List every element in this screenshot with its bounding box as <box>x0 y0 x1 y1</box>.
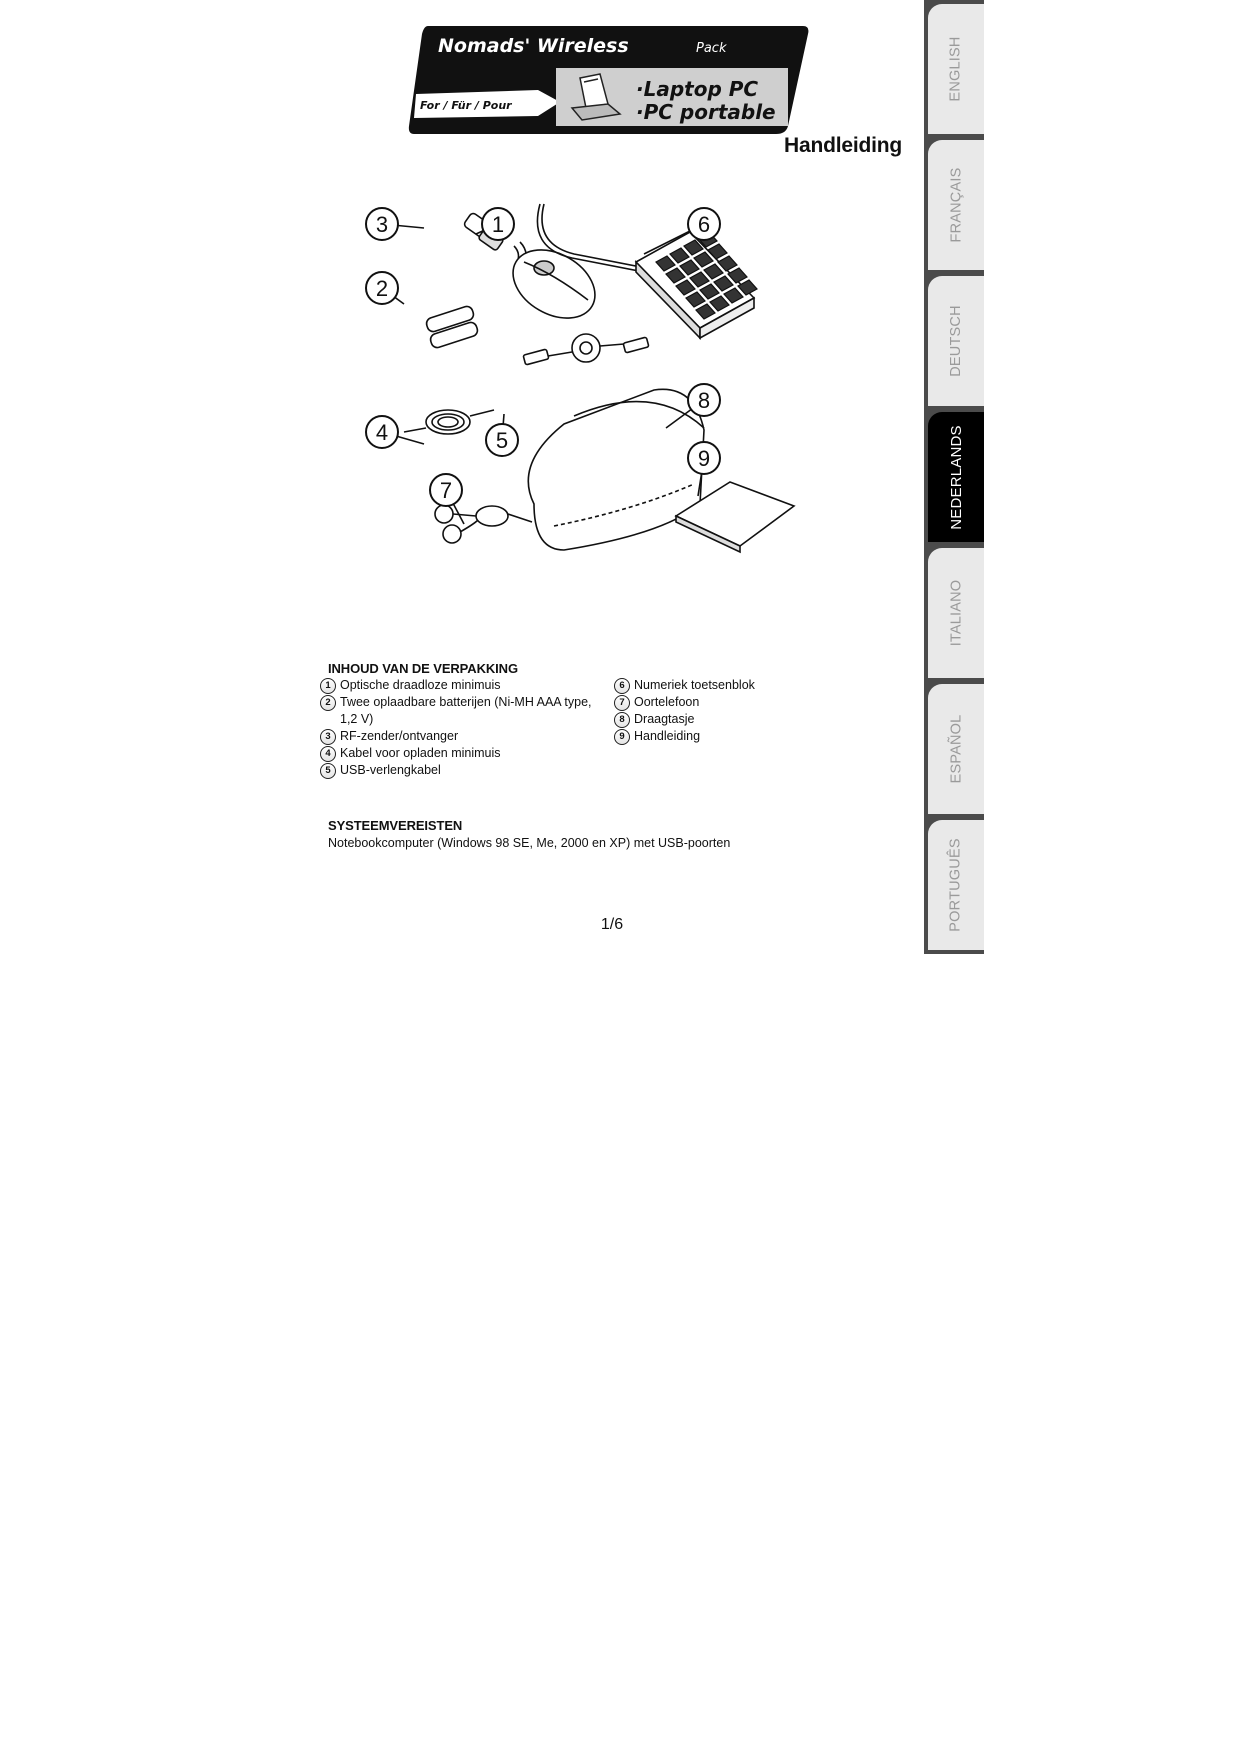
language-tab-deutsch[interactable] <box>928 276 984 406</box>
item-text: USB-verlengkabel <box>340 763 441 777</box>
banner-line-2: ·PC portable <box>636 100 776 124</box>
language-tab-english[interactable] <box>928 4 984 134</box>
contents-list-right <box>614 677 755 745</box>
language-tab-label: ITALIANO <box>948 579 965 647</box>
item-text: Kabel voor opladen minimuis <box>340 746 501 760</box>
callout-number: 6 <box>697 212 711 237</box>
list-item <box>614 677 755 694</box>
item-number-badge: 7 <box>614 695 630 711</box>
callout-number: 3 <box>375 212 389 237</box>
charging-cable-drawing <box>404 410 494 434</box>
contents-list-left <box>320 677 592 779</box>
item-text: Draagtasje <box>634 712 695 726</box>
page-heading: Handleiding <box>784 134 902 157</box>
system-requirements-text: Notebookcomputer (Windows 98 SE, Me, 2000 en XP) met USB-poorten <box>328 836 731 850</box>
item-number-badge: 6 <box>614 678 630 694</box>
product-banner <box>408 26 810 134</box>
language-tab-label: ENGLISH <box>948 36 964 102</box>
item-text: Oortelefoon <box>634 695 700 709</box>
callout-2 <box>366 272 404 304</box>
callout-number: 2 <box>375 276 389 301</box>
page-number: 1/6 <box>600 916 624 933</box>
list-item <box>320 677 592 694</box>
language-tab-nederlands[interactable] <box>928 412 984 542</box>
language-tab-label: NEDERLANDS <box>947 424 965 530</box>
callout-number: 9 <box>697 446 711 471</box>
contents-title: INHOUD VAN DE VERPAKKING <box>328 661 518 676</box>
item-text: RF-zender/ontvanger <box>340 729 459 743</box>
earphones-drawing <box>435 505 532 543</box>
language-tab-português[interactable] <box>928 820 984 950</box>
item-number-badge: 9 <box>614 729 630 745</box>
language-tab-italiano[interactable] <box>928 548 984 678</box>
callout-number: 8 <box>697 388 711 413</box>
list-item <box>320 728 592 745</box>
language-tab-label: FRANÇAIS <box>948 167 965 243</box>
banner-product-text: Nomads' Wireless <box>438 35 629 57</box>
list-item <box>320 745 592 762</box>
callout-5 <box>486 414 518 456</box>
callout-number: 4 <box>375 420 389 445</box>
banner-for-label: For / Für / Pour <box>420 99 512 112</box>
carrying-pouch-drawing <box>528 389 704 550</box>
item-number-badge: 8 <box>614 712 630 728</box>
item-text: Handleiding <box>634 729 701 743</box>
callout-number: 7 <box>439 478 453 503</box>
list-item <box>614 728 755 745</box>
language-tab-label: DEUTSCH <box>948 305 964 377</box>
item-number-badge: 1 <box>320 678 336 694</box>
list-item <box>320 762 592 779</box>
item-text: Optische draadloze minimuis <box>340 678 501 692</box>
item-number-badge: 5 <box>320 763 336 779</box>
item-text: Numeriek toetsenblok <box>634 678 755 692</box>
package-contents-illustration <box>375 204 824 624</box>
language-tab-español[interactable] <box>928 684 984 814</box>
item-number-badge: 2 <box>320 695 336 711</box>
usb-cable-drawing <box>523 334 649 365</box>
language-tab-français[interactable] <box>928 140 984 270</box>
callout-4 <box>366 416 424 448</box>
callout-3 <box>366 208 424 240</box>
item-text: Twee oplaadbare batterijen (Ni-MH AAA type, 1,2 V) <box>340 695 592 726</box>
list-item <box>614 694 755 711</box>
language-tab-label: PORTUGUÊS <box>948 838 965 932</box>
language-tab-label: ESPAÑOL <box>948 714 965 784</box>
item-number-badge: 3 <box>320 729 336 745</box>
system-requirements-title: SYSTEEMVEREISTEN <box>328 818 463 833</box>
banner-line-1: ·Laptop PC <box>636 77 759 101</box>
banner-product-suffix: Pack <box>696 41 727 56</box>
callout-number: 1 <box>491 212 505 237</box>
batteries-drawing <box>425 305 479 349</box>
item-number-badge: 4 <box>320 746 336 762</box>
language-tabs <box>924 0 984 954</box>
callout-number: 5 <box>495 428 509 453</box>
list-item <box>320 694 592 728</box>
list-item <box>614 711 755 728</box>
